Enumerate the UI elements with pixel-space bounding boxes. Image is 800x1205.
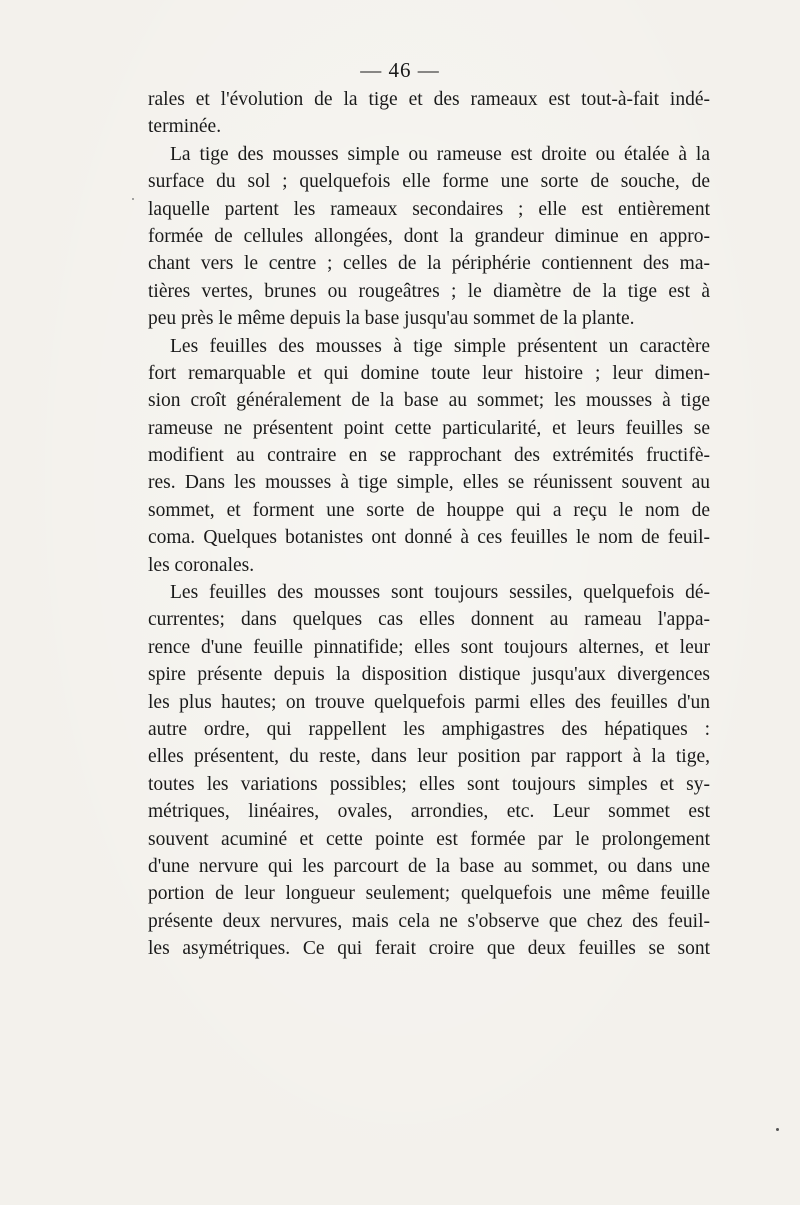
text-line: surface du sol ; quelquefois elle forme une sorte de souche, de: [148, 171, 710, 193]
text-line: spire présente depuis la disposition distique jusqu'aux divergences: [148, 664, 710, 686]
text-line: laquelle partent les rameaux secondaires ; elle est entièrement: [148, 198, 710, 220]
text-line: sion croît généralement de la base au sommet; les mousses à tige: [148, 390, 710, 412]
text-line: elles présentent, du reste, dans leur position par rapport à la tige,: [148, 746, 710, 768]
text-line: autre ordre, qui rappellent les amphigastres des hépatiques :: [148, 718, 710, 740]
text-line: formée de cellules allongées, dont la grandeur diminue en appro-: [148, 225, 710, 247]
text-line: présente deux nervures, mais cela ne s'observe que chez des feuil-: [148, 910, 710, 932]
text-line: La tige des mousses simple ou rameuse est droite ou étalée à la: [170, 143, 710, 165]
page-number: — 46 —: [360, 58, 440, 82]
text-line: les plus hautes; on trouve quelquefois parmi elles des feuilles d'un: [148, 691, 710, 713]
text-line: currentes; dans quelques cas elles donnent au rameau l'appa-: [148, 609, 710, 631]
text-line: portion de leur longueur seulement; quelquefois une même feuille: [148, 883, 710, 905]
text-line: toutes les variations possibles; elles sont toujours simples et sy-: [148, 773, 710, 795]
text-line: terminée.: [148, 116, 222, 138]
text-line: rameuse ne présentent point cette particularité, et leurs feuilles se: [148, 417, 710, 439]
text-line: res. Dans les mousses à tige simple, elles se réunissent souvent au: [148, 472, 710, 494]
text-line: fort remarquable et qui domine toute leur histoire ; leur dimen-: [148, 362, 710, 384]
text-line: les asymétriques. Ce qui ferait croire que deux feuilles se sont: [148, 938, 710, 960]
text-line: souvent acuminé et cette pointe est formée par le prolongement: [148, 828, 710, 850]
text-line: coma. Quelques botanistes ont donné à ces feuilles le nom de feuil-: [148, 527, 710, 549]
paper-speck: [132, 198, 134, 200]
text-line: métriques, linéaires, ovales, arrondies, etc. Leur sommet est: [148, 801, 710, 823]
paper-speck: [776, 1128, 779, 1131]
body-text: [148, 86, 710, 963]
text-line: tières vertes, brunes ou rougeâtres ; le diamètre de la tige est à: [148, 280, 710, 302]
text-line: Les feuilles des mousses sont toujours sessiles, quelquefois dé-: [170, 582, 710, 604]
text-line: rales et l'évolution de la tige et des rameaux est tout-à-fait indé-: [148, 89, 710, 110]
text-line: peu près le même depuis la base jusqu'au sommet de la plante.: [148, 308, 635, 330]
text-line: modifient au contraire en se rapprochant des extrémités fructifè-: [148, 445, 710, 467]
text-line: Les feuilles des mousses à tige simple présentent un caractère: [170, 335, 710, 357]
text-line: chant vers le centre ; celles de la périphérie contiennent des ma-: [148, 253, 710, 275]
text-line: sommet, et forment une sorte de houppe qui a reçu le nom de: [148, 499, 710, 521]
text-line: rence d'une feuille pinnatifide; elles sont toujours alternes, et leur: [148, 636, 710, 658]
text-line: les coronales.: [148, 554, 255, 576]
text-line: d'une nervure qui les parcourt de la base au sommet, ou dans une: [148, 855, 710, 877]
